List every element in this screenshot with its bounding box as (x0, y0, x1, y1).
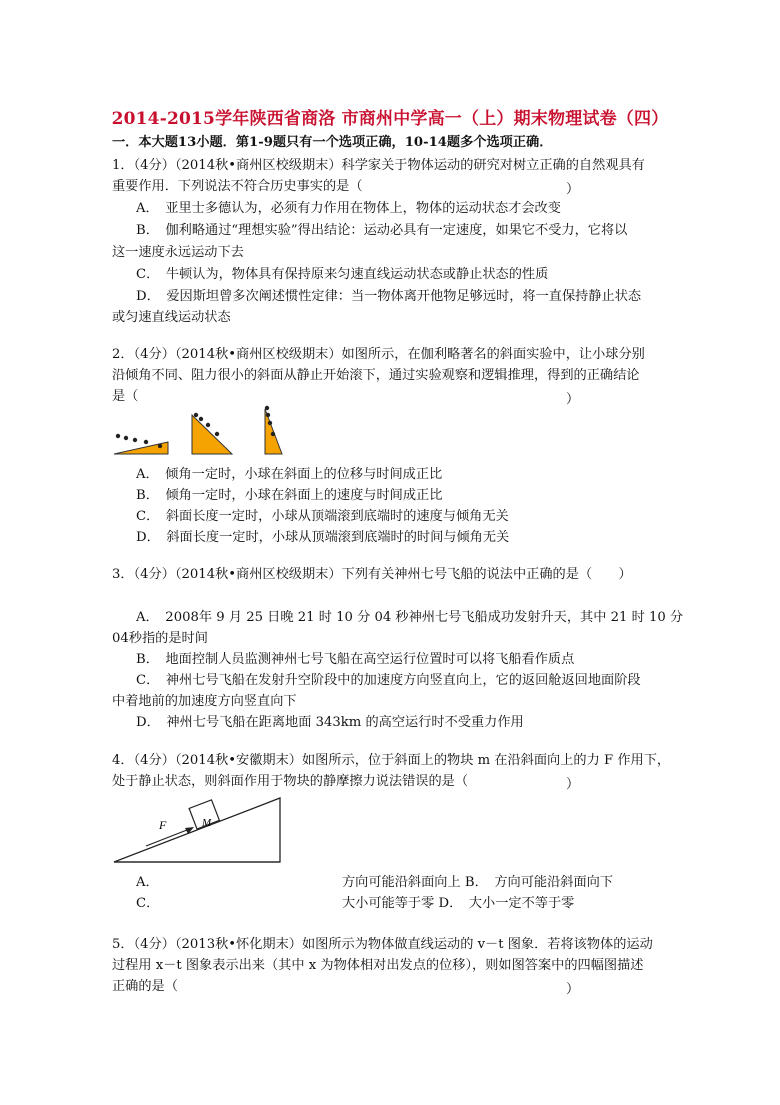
q2-option-c: C． 斜面长度一定时，小球从顶端滚到底端时的速度与倾角无关 (136, 509, 509, 524)
q5-stem-line1: 5．（4分）（2013秋•怀化期末）如图所示为物体做直线运动的 v－t 图象．若将该物体的运动 (112, 937, 653, 952)
q2-option-a: A． 倾角一定时，小球在斜面上的位移与时间成正比 (136, 467, 443, 482)
q3-option-c: C． 神州七号飞船在发射升空阶段中的加速度方向竖直向上，它的返回舱返回地面阶段 (136, 673, 641, 688)
q3-option-d: D． 神州七号飞船在距离地面 343km 的高空运行时不受重力作用 (136, 715, 524, 730)
q3-option-a-cont: 04秒指的是时间 (112, 631, 208, 646)
q2-option-d: D． 斜面长度一定时，小球从顶端滚到底端时的时间与倾角无关 (136, 530, 510, 545)
q5-answer-paren: ） (566, 982, 580, 997)
incline-small-angle (114, 434, 168, 454)
q3-option-c-cont: 中着地前的加速度方向竖直向下 (112, 694, 297, 709)
q4-option-a-label: A． (136, 875, 159, 890)
q1-option-b-cont: 这一速度永远运动下去 (112, 245, 244, 260)
q2-stem-line1: 2．（4分）（2014秋•商州区校级期末）如图所示，在伽利略著名的斜面实验中，让小球分别 (112, 347, 645, 362)
force-arrow (146, 828, 192, 846)
q3-option-a: A． 2008年 9 月 25 日晚 21 时 10 分 04 秒神州七号飞船成功发射升天，其中 21 时 10 分 (136, 610, 684, 625)
q1-option-b: B． 伽利略通过“理想实验”得出结论：运动必具有一定速度，如果它不受力，它将以 (136, 223, 628, 238)
q4-stem-line1: 4．（4分）（2014秋•安徽期末）如图所示，位于斜面上的物块 m 在沿斜面向上的力 F 作用下， (112, 753, 671, 768)
q2-stem-line3: 是（ (112, 389, 139, 404)
q1-option-d: D． 爱因斯坦曾多次阐述惯性定律：当一物体离开他物足够远时，将一直保持静止状态 (136, 289, 642, 304)
q4-option-c-label: C． (136, 896, 160, 911)
q2-incline-figure (110, 403, 300, 459)
q1-option-a: A． 亚里士多德认为，必须有力作用在物体上，物体的运动状态才会改变 (136, 201, 561, 216)
q2-option-b: B． 倾角一定时，小球在斜面上的速度与时间成正比 (136, 488, 443, 503)
section-heading: 一．本大题13小题．第1-9题只有一个选项正确，10-14题多个选项正确． (112, 135, 553, 150)
incline-steep-angle (265, 406, 282, 454)
exam-title: 2014-2015学年陕西省商洛 市商州中学高一（上）期末物理试卷（四） (111, 109, 669, 129)
q2-answer-paren: ） (566, 392, 580, 407)
q4-option-c-d-text: 大小可能等于零 D． 大小一定不等于零 (342, 896, 575, 911)
q4-incline-figure (112, 794, 284, 866)
block-label-m: M (202, 817, 212, 829)
q3-stem: 3．（4分）（2014秋•商州区校级期末）下列有关神州七号飞船的说法中正确的是（ ） (112, 567, 632, 582)
q4-stem-line2: 处于静止状态，则斜面作用于物块的静摩擦力说法错误的是（ (112, 774, 469, 789)
q3-option-b: B． 地面控制人员监测神州七号飞船在高空运行位置时可以将飞船看作质点 (136, 652, 575, 667)
q5-stem-line2: 过程用 x－t 图象表示出来（其中 x 为物体相对出发点的位移），则如图答案中的四幅图描述 (112, 958, 644, 973)
force-label-f: F (159, 818, 167, 832)
q1-answer-paren: ） (566, 182, 580, 197)
q4-answer-paren: ） (566, 777, 580, 792)
q1-option-c: C． 牛顿认为，物体具有保持原来匀速直线运动状态或静止状态的性质 (136, 267, 549, 282)
q5-stem-line3: 正确的是（ (112, 979, 178, 994)
q4-option-a-b-text: 方向可能沿斜面向上 B． 方向可能沿斜面向下 (342, 875, 614, 890)
q1-option-d-cont: 或匀速直线运动状态 (112, 310, 231, 325)
incline-medium-angle (192, 413, 232, 454)
q2-stem-line2: 沿倾角不同、阻力很小的斜面从静止开始滚下，通过实验观察和逻辑推理，得到的正确结论 (112, 368, 640, 383)
q1-stem-line2: 重要作用．下列说法不符合历史事实的是（ (112, 179, 363, 194)
q1-stem-line1: 1．（4分）（2014秋•商州区校级期末）科学家关于物体运动的研究对树立正确的自然观具有 (112, 158, 645, 173)
